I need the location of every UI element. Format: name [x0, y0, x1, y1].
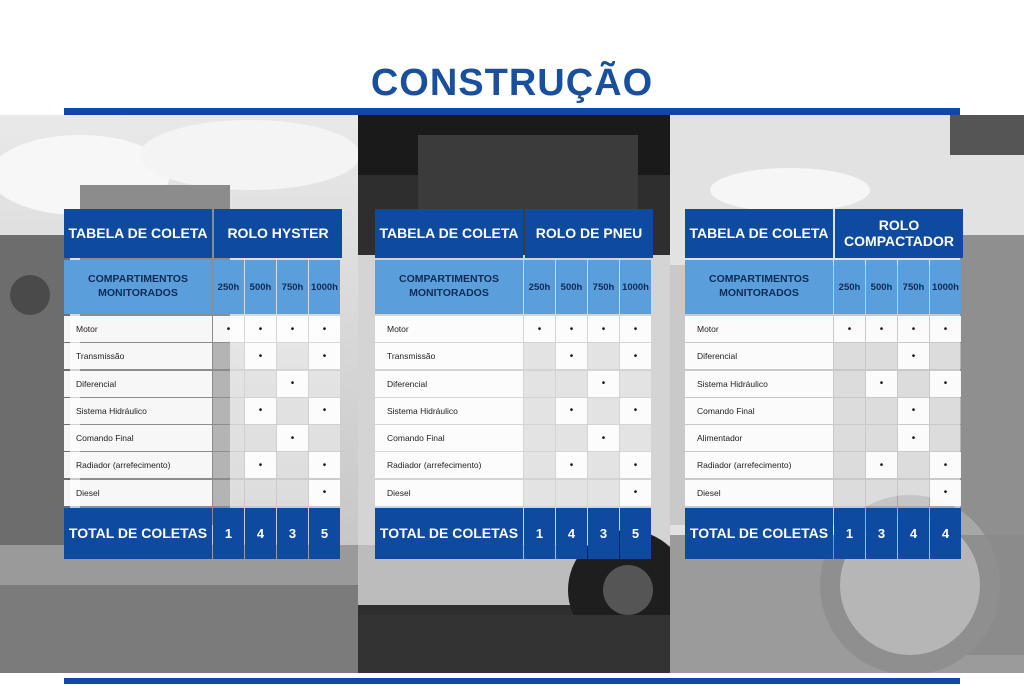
interval-cell: •: [930, 480, 961, 506]
compartment-rows: [375, 316, 653, 506]
interval-cell: •: [588, 316, 619, 342]
collection-table-label: TABELA DE COLETA: [685, 209, 833, 258]
table-header: [64, 209, 342, 258]
interval-cell: •: [898, 343, 929, 369]
interval-cell: [588, 398, 619, 424]
interval-cell: •: [556, 343, 587, 369]
interval-cell: [524, 452, 555, 478]
interval-cell: [277, 398, 308, 424]
table-row: [685, 371, 963, 397]
table-row: [64, 398, 342, 424]
interval-cell: [930, 398, 961, 424]
interval-cell: [834, 398, 865, 424]
interval-cell: [834, 480, 865, 506]
interval-cell: [930, 343, 961, 369]
interval-cell: [524, 480, 555, 506]
compartments-header: COMPARTIMENTOS MONITORADOS: [64, 260, 212, 314]
interval-cell: •: [866, 316, 897, 342]
table-row: [685, 398, 963, 424]
table-row: [685, 452, 963, 478]
interval-cell: •: [556, 316, 587, 342]
interval-cell: [277, 343, 308, 369]
compartment-label: Diferencial: [375, 371, 523, 397]
interval-cell: [866, 398, 897, 424]
interval-cell: [245, 425, 276, 451]
table-row: [375, 425, 653, 451]
bottom-divider: [64, 678, 960, 684]
interval-cell: [524, 371, 555, 397]
table-row: [685, 480, 963, 506]
interval-cell: •: [309, 343, 340, 369]
table-row: [375, 343, 653, 369]
interval-header: 750h: [898, 260, 929, 314]
table-header: [375, 209, 653, 258]
interval-cell: [213, 371, 244, 397]
compartment-label: Radiador (arrefecimento): [64, 452, 212, 478]
interval-header: 500h: [556, 260, 587, 314]
compartment-label: Transmissão: [64, 343, 212, 369]
interval-cell: •: [277, 425, 308, 451]
interval-header: 1000h: [620, 260, 651, 314]
compartments-header: COMPARTIMENTOS MONITORADOS: [375, 260, 523, 314]
compartment-rows: [685, 316, 963, 506]
compartment-label: Comando Final: [375, 425, 523, 451]
interval-cell: [866, 480, 897, 506]
interval-cell: [524, 343, 555, 369]
interval-cell: [277, 480, 308, 506]
interval-cell: •: [524, 316, 555, 342]
interval-cell: •: [620, 480, 651, 506]
interval-cell: [834, 425, 865, 451]
interval-cell: •: [620, 398, 651, 424]
interval-cell: [556, 371, 587, 397]
page-title: CONSTRUÇÃO: [370, 62, 654, 104]
interval-cell: [277, 452, 308, 478]
interval-cell: [213, 425, 244, 451]
interval-cell: [898, 371, 929, 397]
compartment-label: Diesel: [375, 480, 523, 506]
compartments-header: COMPARTIMENTOS MONITORADOS: [685, 260, 833, 314]
interval-cell: [588, 480, 619, 506]
total-value: 5: [309, 508, 340, 559]
total-label: TOTAL DE COLETAS: [375, 508, 523, 559]
total-value: 1: [524, 508, 555, 559]
total-value: 4: [245, 508, 276, 559]
interval-cell: [834, 343, 865, 369]
compartment-label: Diferencial: [685, 343, 833, 369]
interval-cell: •: [309, 316, 340, 342]
interval-header: 1000h: [930, 260, 961, 314]
interval-cell: •: [277, 371, 308, 397]
interval-cell: •: [309, 452, 340, 478]
compartment-label: Motor: [375, 316, 523, 342]
column-headers: [685, 260, 963, 314]
compartment-label: Motor: [685, 316, 833, 342]
interval-cell: •: [556, 452, 587, 478]
table-header: [685, 209, 963, 258]
interval-cell: •: [930, 371, 961, 397]
interval-cell: •: [620, 343, 651, 369]
interval-cell: [620, 425, 651, 451]
column-headers: [64, 260, 342, 314]
column-headers: [375, 260, 653, 314]
compartment-label: Motor: [64, 316, 212, 342]
interval-cell: [213, 480, 244, 506]
interval-cell: [898, 480, 929, 506]
total-value: 3: [277, 508, 308, 559]
interval-cell: [309, 371, 340, 397]
collection-table-label: TABELA DE COLETA: [375, 209, 523, 258]
table-row: [64, 480, 342, 506]
machine-name: ROLO HYSTER: [214, 209, 342, 258]
interval-cell: [524, 398, 555, 424]
table-row: [64, 316, 342, 342]
interval-header: 750h: [588, 260, 619, 314]
interval-header: 750h: [277, 260, 308, 314]
interval-cell: [834, 452, 865, 478]
interval-cell: •: [556, 398, 587, 424]
interval-cell: [556, 425, 587, 451]
interval-header: 500h: [866, 260, 897, 314]
interval-cell: •: [620, 316, 651, 342]
interval-cell: [866, 343, 897, 369]
interval-cell: •: [245, 452, 276, 478]
interval-cell: [524, 425, 555, 451]
table-row: [64, 452, 342, 478]
compartment-label: Radiador (arrefecimento): [375, 452, 523, 478]
interval-cell: [620, 371, 651, 397]
total-value: 4: [930, 508, 961, 559]
collection-table-card: [685, 209, 963, 559]
compartment-label: Sistema Hidráulico: [685, 371, 833, 397]
total-label: TOTAL DE COLETAS: [64, 508, 212, 559]
interval-header: 500h: [245, 260, 276, 314]
table-row: [685, 343, 963, 369]
table-row: [64, 343, 342, 369]
table-row: [685, 316, 963, 342]
table-row: [375, 316, 653, 342]
interval-cell: •: [898, 316, 929, 342]
interval-cell: •: [588, 371, 619, 397]
interval-cell: [213, 452, 244, 478]
compartment-label: Sistema Hidráulico: [64, 398, 212, 424]
table-row: [375, 480, 653, 506]
table-row: [375, 398, 653, 424]
interval-cell: •: [898, 398, 929, 424]
compartment-label: Comando Final: [64, 425, 212, 451]
interval-cell: [866, 425, 897, 451]
machine-name: ROLO COMPACTADOR: [835, 209, 963, 258]
total-value: 1: [834, 508, 865, 559]
interval-cell: •: [930, 452, 961, 478]
compartment-label: Diesel: [685, 480, 833, 506]
top-divider: [64, 108, 960, 115]
interval-cell: •: [930, 316, 961, 342]
interval-cell: [213, 343, 244, 369]
compartment-label: Transmissão: [375, 343, 523, 369]
compartment-label: Diesel: [64, 480, 212, 506]
interval-cell: [309, 425, 340, 451]
compartment-label: Alimentador: [685, 425, 833, 451]
interval-cell: •: [866, 452, 897, 478]
interval-header: 250h: [213, 260, 244, 314]
total-value: 1: [213, 508, 244, 559]
interval-header: 250h: [524, 260, 555, 314]
collection-table-label: TABELA DE COLETA: [64, 209, 212, 258]
interval-cell: •: [309, 480, 340, 506]
compartment-rows: [64, 316, 342, 506]
interval-cell: [588, 452, 619, 478]
interval-cell: •: [866, 371, 897, 397]
total-value: 3: [866, 508, 897, 559]
compartment-label: Comando Final: [685, 398, 833, 424]
totals-row: [375, 508, 653, 559]
total-label: TOTAL DE COLETAS: [685, 508, 833, 559]
interval-cell: [245, 371, 276, 397]
machine-name: ROLO DE PNEU: [525, 209, 653, 258]
interval-cell: [213, 398, 244, 424]
interval-cell: [245, 480, 276, 506]
total-value: 3: [588, 508, 619, 559]
interval-cell: [588, 343, 619, 369]
interval-cell: •: [245, 316, 276, 342]
table-row: [685, 425, 963, 451]
interval-cell: •: [309, 398, 340, 424]
total-value: 5: [620, 508, 651, 559]
compartment-label: Sistema Hidráulico: [375, 398, 523, 424]
interval-cell: •: [245, 398, 276, 424]
table-row: [64, 371, 342, 397]
interval-cell: [834, 371, 865, 397]
interval-cell: [898, 452, 929, 478]
interval-cell: •: [213, 316, 244, 342]
interval-cell: •: [898, 425, 929, 451]
table-row: [375, 371, 653, 397]
interval-cell: [930, 425, 961, 451]
compartment-label: Diferencial: [64, 371, 212, 397]
interval-cell: •: [834, 316, 865, 342]
interval-header: 250h: [834, 260, 865, 314]
totals-row: [685, 508, 963, 559]
interval-cell: [556, 480, 587, 506]
collection-table-card: [375, 209, 653, 559]
interval-header: 1000h: [309, 260, 340, 314]
compartment-label: Radiador (arrefecimento): [685, 452, 833, 478]
table-row: [64, 425, 342, 451]
interval-cell: •: [620, 452, 651, 478]
interval-cell: •: [245, 343, 276, 369]
interval-cell: •: [588, 425, 619, 451]
total-value: 4: [898, 508, 929, 559]
totals-row: [64, 508, 342, 559]
interval-cell: •: [277, 316, 308, 342]
total-value: 4: [556, 508, 587, 559]
table-row: [375, 452, 653, 478]
collection-table-card: [64, 209, 342, 559]
